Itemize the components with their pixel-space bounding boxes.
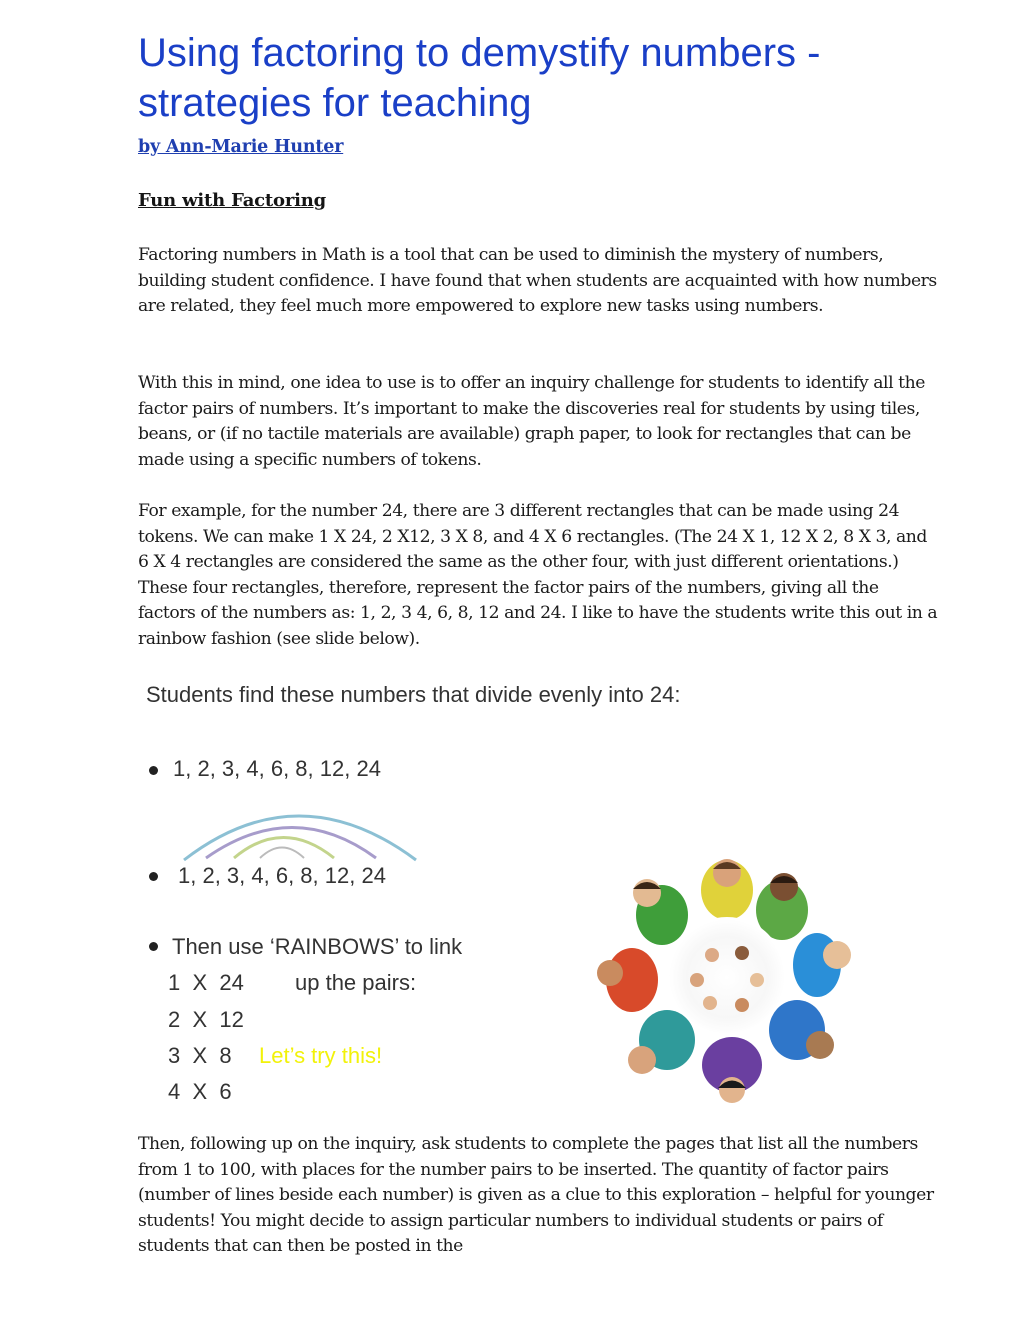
pair-2: 2 X 12 [168, 1007, 244, 1032]
section-heading: Fun with Factoring [138, 190, 327, 211]
author-byline: by Ann-Marie Hunter [138, 137, 344, 157]
lets-try-callout: Let’s try this! [259, 1043, 383, 1068]
paragraph-example: For example, for the number 24, there are 3 different rectangles that can be made using 24 tokens. We can make 1 X 24, 2 X12, 3 X 8, and 4 X 6 rectangles. (The 24 X 1, 12 X 2, 8 X 3, and 6 X 4 rectangles are considered the same as the other four, with just different orientations.) These four rectangles, therefore, represent the factor pairs of the numbers, giving all the factors of the numbers as: 1, 2, 3 4, 6, 8, 12 and 24. I like to have the students write this out in a rainbow fashion (see slide below). [138, 501, 938, 649]
pair-4: 4 X 6 [168, 1079, 232, 1104]
pair-3: 3 X 8 [168, 1043, 232, 1068]
pair-1: 1 X 24 [168, 970, 244, 995]
bullet-dot [149, 766, 158, 775]
bullet-dot [149, 942, 158, 951]
up-the-pairs: up the pairs: [295, 970, 417, 995]
slide-heading: Students find these numbers that divide evenly into 24: [146, 682, 681, 707]
factor-list-2: 1, 2, 3, 4, 6, 8, 12, 24 [178, 863, 386, 888]
bullet-dot [149, 872, 158, 881]
factor-list-1: 1, 2, 3, 4, 6, 8, 12, 24 [173, 756, 381, 781]
rainbow-arc-4-6 [260, 848, 304, 859]
paragraph-inquiry: With this in mind, one idea to use is to offer an inquiry challenge for students to identify all the factor pairs of numbers. It’s important to make the discoveries real for students by using tiles, beans, or (if no tactile materials are available) graph paper, to look for rectangles that can be made using a specific numbers of tokens. [138, 373, 925, 470]
page-title: Using factoring to demystify numbers - strategies for teaching [138, 31, 821, 125]
paragraph-followup: Then, following up on the inquiry, ask students to complete the pages that list all the numbers from 1 to 100, with places for the number pairs to be inserted. The quantity of factor pairs (number of lines beside each number) is given as a clue to this exploration – helpful for younger students! You might decide to assign particular numbers to individual students or pairs of students that can then be posted in the [138, 1134, 934, 1257]
rainbow-arcs [138, 792, 438, 872]
students-circle-photo [592, 855, 862, 1105]
rainbow-instruction: Then use ‘RAINBOWS’ to link [172, 934, 463, 959]
paragraph-intro: Factoring numbers in Math is a tool that can be used to diminish the mystery of numbers, building student confidence. I have found that when students are acquainted with how numbers are related, they feel much more empowered to explore new tasks using numbers. [138, 245, 937, 317]
